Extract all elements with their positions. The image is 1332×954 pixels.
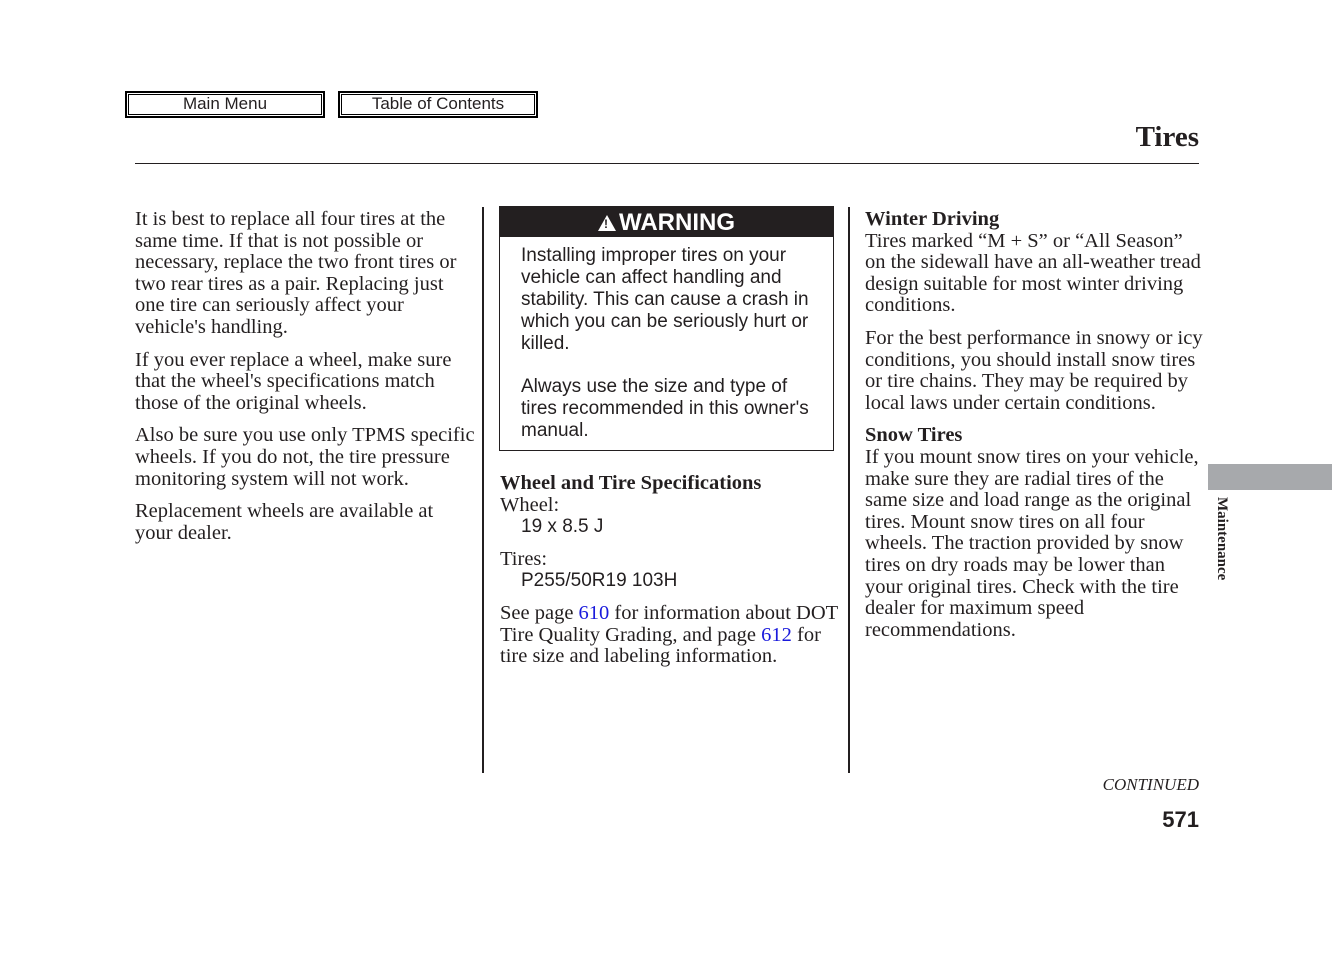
warning-box — [499, 206, 834, 451]
tires-value: P255/50R19 103H — [521, 570, 678, 592]
main-menu-button[interactable]: Main Menu — [125, 91, 325, 118]
warning-text-1: Installing improper tires on your vehicle can affect handling and stability. This can cause a crash in which you can be seriously hurt or killed. — [521, 245, 809, 354]
winter-driving-heading: Winter Driving — [865, 208, 1000, 230]
header-rule — [135, 163, 1199, 164]
snow-tires-heading: Snow Tires — [865, 424, 963, 447]
section-label: Maintenance — [1214, 497, 1230, 581]
warning-label: WARNING — [619, 209, 735, 236]
wheel-label: Wheel: — [500, 493, 560, 516]
paragraph-wheel-specs: If you ever replace a wheel, make sure that the wheel's specifications match those of the original wheels. — [135, 348, 452, 414]
column-middle — [500, 473, 840, 679]
table-of-contents-button[interactable]: Table of Contents — [338, 91, 538, 118]
page-title: Tires — [1135, 121, 1199, 153]
continued-label: CONTINUED — [1102, 775, 1199, 794]
warning-header — [500, 207, 833, 237]
paragraph-dealer: Replacement wheels are available at your dealer. — [135, 500, 434, 544]
specs-heading: Wheel and Tire Specifications — [500, 472, 762, 494]
snow-tires-paragraph: If you mount snow tires on your vehicle, make sure they are radial tires of the same size and load range as the original tires. Mount snow tires on all four wheels. The traction provided by snow tires on dry roads may be lower than your original tires. Check with the tire dealer for maximum speed recommendations. — [865, 445, 1199, 641]
column-divider-1 — [482, 207, 484, 773]
paragraph-tpms: Also be sure you use only TPMS specific wheels. If you do not, the tire pressure monitoring system will not work. — [135, 424, 475, 490]
warning-text-2: Always use the size and type of tires recommended in this owner's manual. — [521, 376, 809, 441]
winter-paragraph-1: Tires marked “M + S” or “All Season” on the sidewall have an all-weather tread design suitable for most winter driving conditions. — [865, 229, 1201, 317]
tires-label: Tires: — [500, 547, 548, 570]
warning-body — [500, 237, 833, 442]
page-reference-paragraph: See page 610 for information about DOT Tire Quality Grading, and page 612 for tire size and labeling information. — [500, 601, 838, 668]
winter-paragraph-2: For the best performance in snowy or icy conditions, you should install snow tires or tire chains. They may be required by local laws under certain conditions. — [865, 326, 1203, 414]
link-page-610[interactable]: 610 — [578, 601, 610, 624]
wheel-value: 19 x 8.5 J — [521, 516, 604, 538]
column-divider-2 — [848, 207, 850, 773]
paragraph-replace-all: It is best to replace all four tires at the same time. If that is not possible or necessary, replace the two front tires or two rear tires as a pair. Replacing just one tire can seriously affect your vehicle's handling. — [135, 208, 457, 338]
warning-icon — [598, 215, 616, 231]
section-tab — [1208, 464, 1332, 490]
link-page-612[interactable]: 612 — [761, 623, 792, 646]
column-left — [135, 209, 475, 555]
column-right — [865, 209, 1205, 652]
page-number: 571 — [1162, 807, 1199, 832]
